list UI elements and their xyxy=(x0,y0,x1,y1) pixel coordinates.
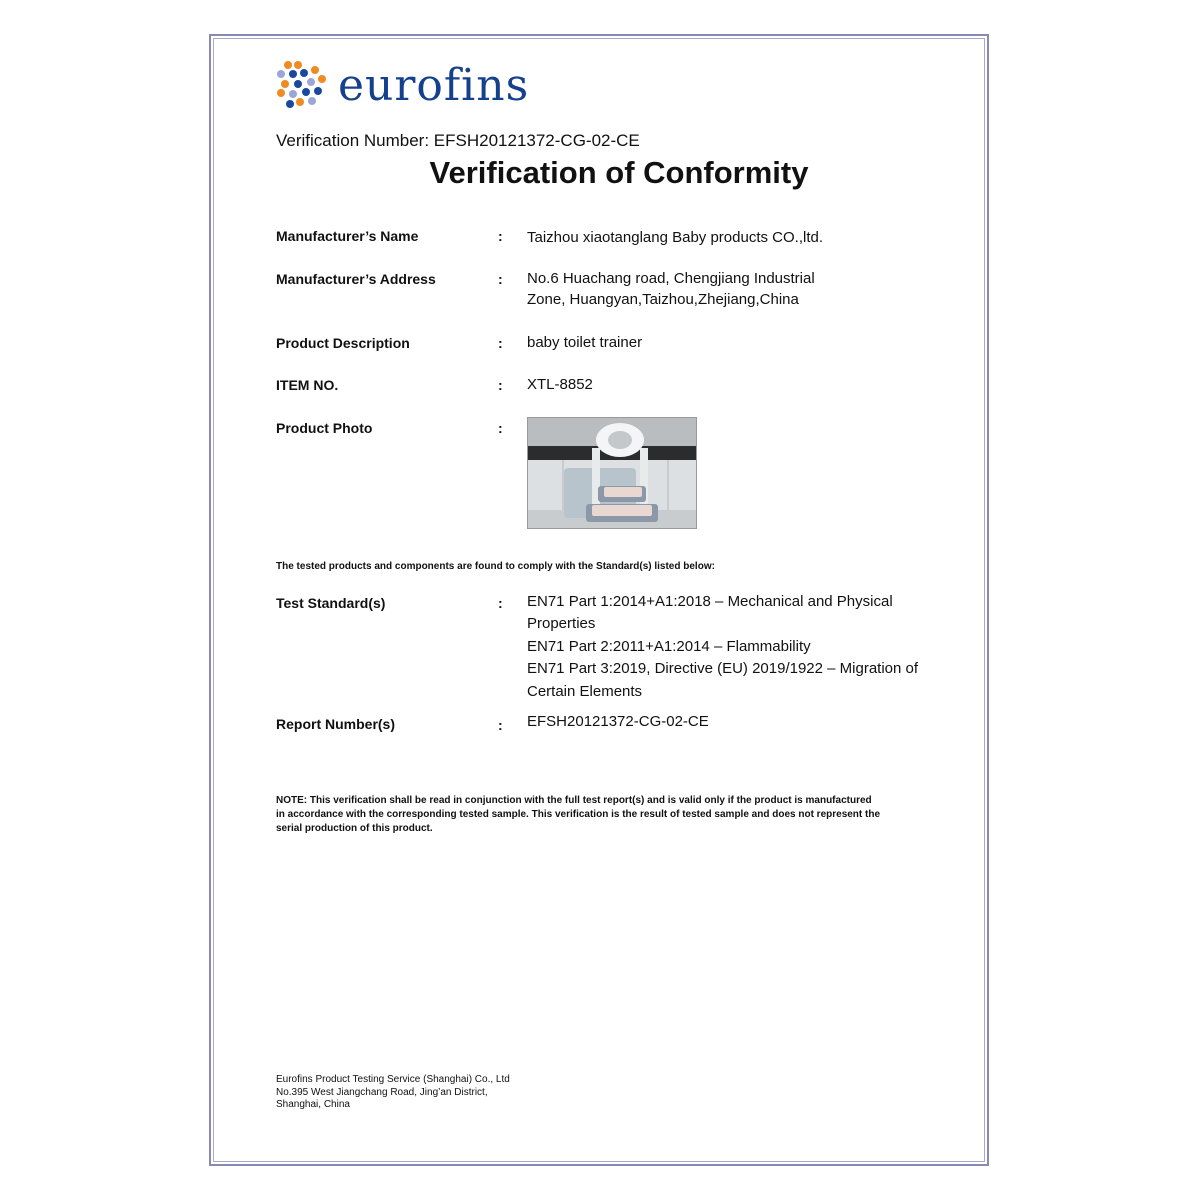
item-no-label: ITEM NO. xyxy=(276,377,339,393)
colon: : xyxy=(498,420,503,436)
note-line: serial production of this product. xyxy=(276,823,433,834)
colon: : xyxy=(498,335,503,351)
footer-line: Shanghai, China xyxy=(276,1099,350,1110)
test-standard-line: Properties xyxy=(527,615,596,633)
note-line: in accordance with the corresponding tested sample. This verification is the result of tested sample and does not represent the xyxy=(276,809,881,820)
footer-line: Eurofins Product Testing Service (Shanghai) Co., Ltd xyxy=(276,1074,510,1085)
test-standard-line: EN71 Part 1:2014+A1:2018 – Mechanical and Physical xyxy=(527,593,893,610)
report-number-value: EFSH20121372-CG-02-CE xyxy=(527,713,709,730)
manufacturer-address-value xyxy=(527,268,947,310)
verification-number: Verification Number: EFSH20121372-CG-02-CE xyxy=(276,131,640,150)
report-number-label: Report Number(s) xyxy=(276,716,396,732)
test-standards-label: Test Standard(s) xyxy=(276,595,386,611)
test-standard-line: EN71 Part 3:2019, Directive (EU) 2019/1922 – Migration of xyxy=(527,660,919,678)
manufacturer-name-value: Taizhou xiaotanglang Baby products CO.,ltd. xyxy=(527,229,824,246)
colon: : xyxy=(498,717,503,733)
verification-note xyxy=(276,794,966,836)
product-description-label: Product Description xyxy=(276,335,410,351)
manufacturer-address-label: Manufacturer’s Address xyxy=(276,271,436,287)
address-line: Zone, Huangyan,Taizhou,Zhejiang,China xyxy=(527,291,799,308)
compliance-statement: The tested products and components are found to comply with the Standard(s) listed below: xyxy=(276,561,715,572)
colon: : xyxy=(498,271,503,287)
product-photo-label: Product Photo xyxy=(276,420,373,436)
test-standard-line: EN71 Part 2:2011+A1:2014 – Flammability xyxy=(527,637,811,655)
test-standard-line: Certain Elements xyxy=(527,682,643,700)
note-line: NOTE: This verification shall be read in conjunction with the full test report(s) and is valid only if the product is manufactured xyxy=(276,795,872,806)
eurofins-molecule-icon xyxy=(276,60,330,110)
document-title: Verification of Conformity xyxy=(429,155,809,190)
address-line: No.6 Huachang road, Chengjiang Industrial xyxy=(527,270,815,287)
product-description-value: baby toilet trainer xyxy=(527,334,643,351)
toilet-trainer-photo xyxy=(528,418,697,529)
test-standards-value xyxy=(527,591,947,703)
footer-line: No.395 West Jiangchang Road, Jing’an District, xyxy=(276,1086,488,1098)
colon: : xyxy=(498,377,503,393)
colon: : xyxy=(498,595,503,611)
issuer-address xyxy=(276,1074,510,1112)
item-no-value: XTL-8852 xyxy=(527,376,593,393)
eurofins-wordmark: eurofins xyxy=(338,60,530,111)
manufacturer-name-label: Manufacturer’s Name xyxy=(276,228,419,244)
product-photo xyxy=(527,417,697,529)
colon: : xyxy=(498,228,503,244)
